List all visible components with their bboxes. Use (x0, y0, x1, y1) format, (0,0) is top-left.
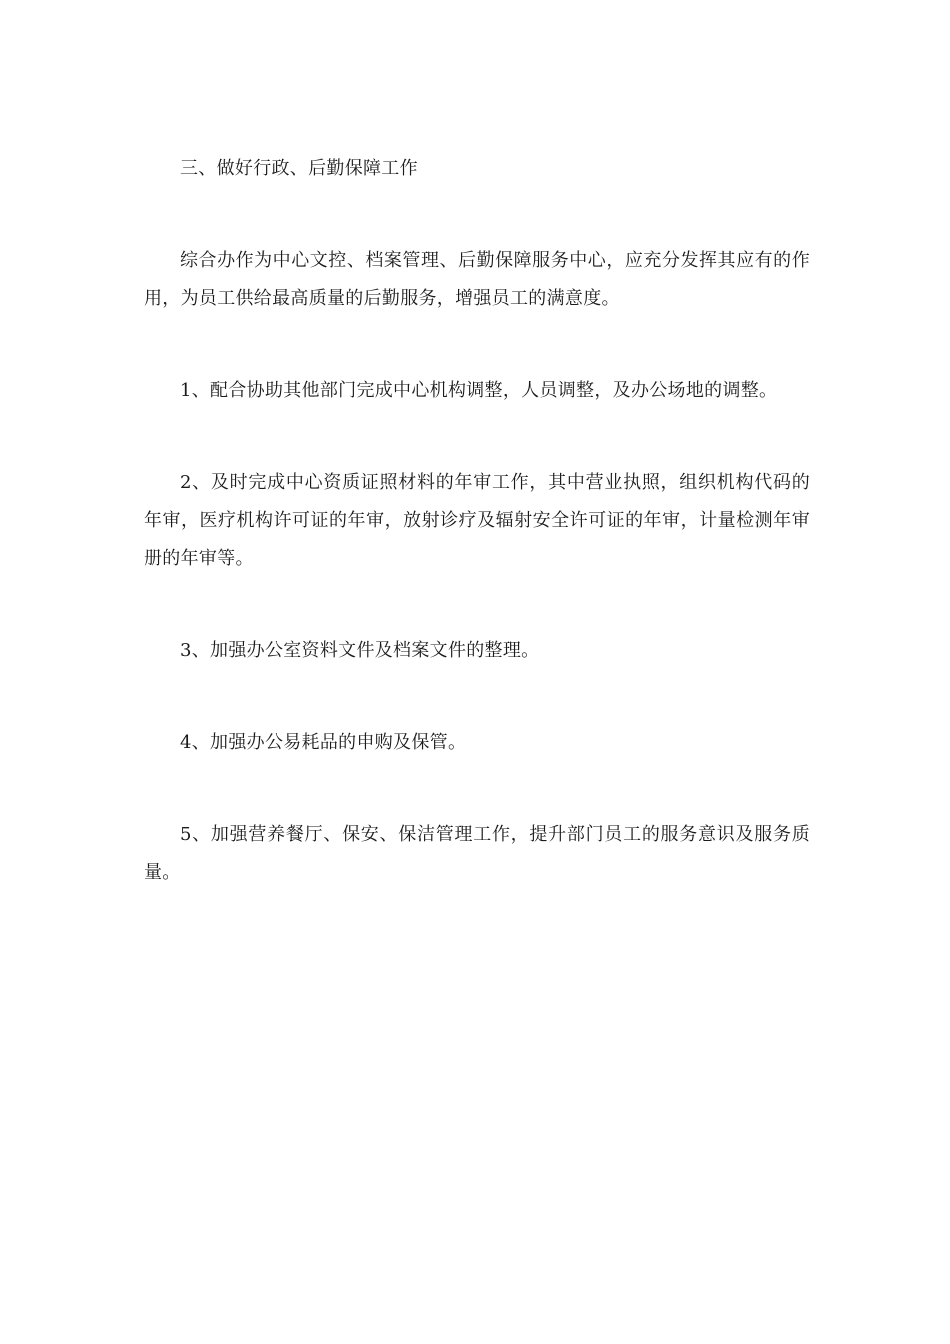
item-1-paragraph: 1、配合协助其他部门完成中心机构调整，人员调整，及办公场地的调整。 (180, 380, 778, 401)
intro-paragraph: 综合办作为中心文控、档案管理、后勤保障服务中心，应充分发挥其应有的作用，为员工供给最高质量的后勤服务，增强员工的满意度。 (144, 250, 810, 309)
document-body (144, 150, 810, 892)
section-heading: 三、做好行政、后勤保障工作 (180, 158, 418, 179)
item-4-paragraph: 4、加强办公易耗品的申购及保管。 (180, 732, 467, 753)
item-2-paragraph: 2、及时完成中心资质证照材料的年审工作，其中营业执照，组织机构代码的年审，医疗机构许可证的年审，放射诊疗及辐射安全许可证的年审，计量检测年审册的年审等。 (144, 472, 810, 569)
item-5-paragraph: 5、加强营养餐厅、保安、保洁管理工作，提升部门员工的服务意识及服务质量。 (144, 824, 810, 883)
item-3-paragraph: 3、加强办公室资料文件及档案文件的整理。 (180, 640, 540, 661)
